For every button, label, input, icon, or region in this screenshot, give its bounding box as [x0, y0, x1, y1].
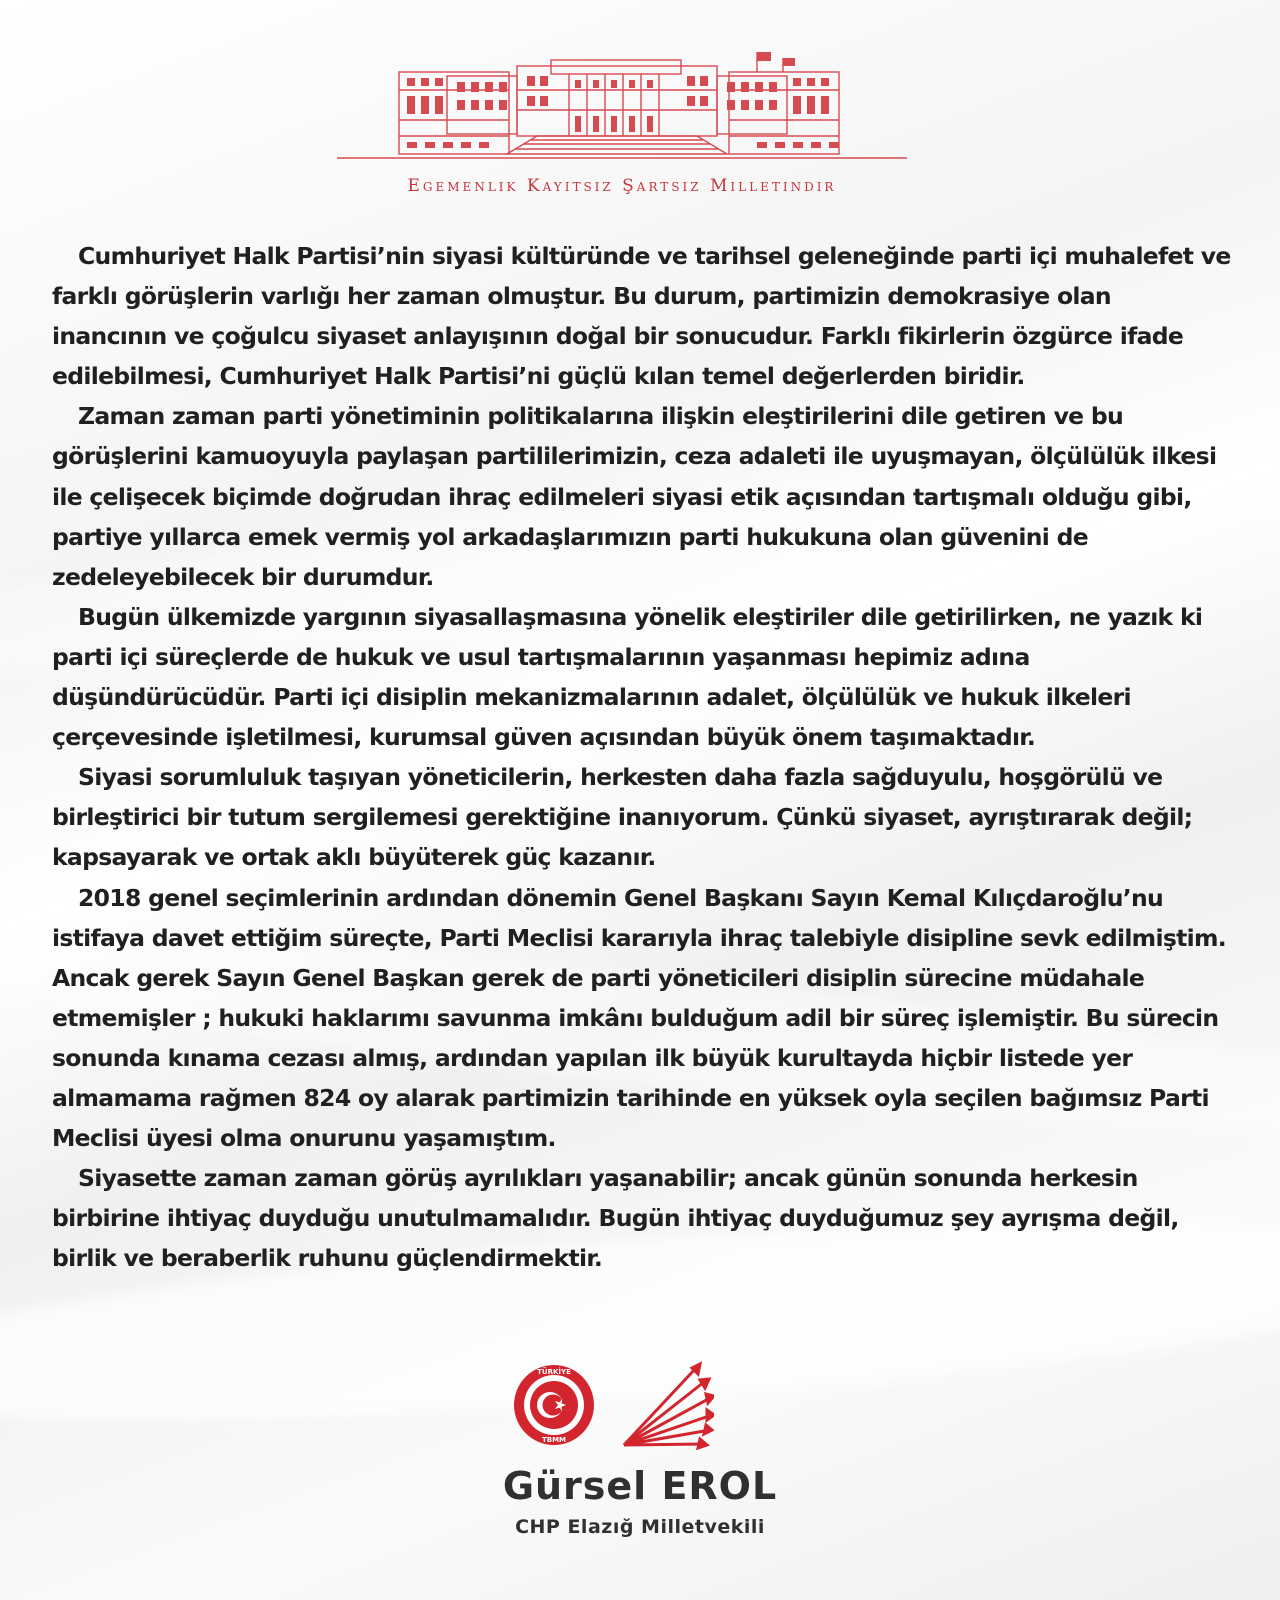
tbmm-seal-icon: [514, 1365, 594, 1445]
paragraph: Cumhuriyet Halk Partisi’nin siyasi kültüründe ve tarihsel geleneğinde parti içi muhalefet ve farklı görüşlerin varlığı her zaman olmuştur. Bu durum, partimizin demokrasiye olan inancının ve çoğulcu siyaset anlayışının doğal bir sonucudur. Farklı fikirlerin özgürce ifade edilebilmesi, Cumhuriyet Halk Partisi’ni güçlü kılan temel değerlerden biridir.: [52, 242, 1231, 391]
paragraph: Zaman zaman parti yönetiminin politikalarına ilişkin eleştirilerini dile getiren ve bu görüşlerini kamuoyuyla paylaşan partililerimizin, ceza adaleti ile uyuşmayan, ölçülülük ilkesi ile çelişecek biçimde doğrudan ihraç edilmeleri siyasi etik açısından tartışmalı olduğu gibi, partiye yıllarca emek vermiş yol arkadaşlarımızın parti hukukuna olan güvenini de zedeleyebilecek bir durumdur.: [52, 402, 1217, 591]
paragraph: Siyasi sorumluluk taşıyan yöneticilerin, herkesten daha fazla sağduyulu, hoşgörülü ve birleştirici bir tutum sergilemesi gerektiğine inanıyorum. Çünkü siyaset, ayrıştırarak değil; kapsayarak ve ortak aklı büyüterek güç kazanır.: [52, 763, 1193, 872]
paragraph: Siyasette zaman zaman görüş ayrılıkları yaşanabilir; ancak günün sonunda herkesin birbirine ihtiyaç duyduğu unutulmamalıdır. Bugün ihtiyaç duyduğumuz şey ayrışma değil, birlik ve beraberlik ruhunu güçlendirmektir.: [52, 1164, 1179, 1273]
paragraph: Bugün ülkemizde yargının siyasallaşmasına yönelik eleştiriler dile getirilirken, ne yazık ki parti içi süreçlerde de hukuk ve usul tartışmalarının yaşanması hepimiz adına düşündürücüdür. Parti içi disiplin mekanizmalarının adalet, ölçülülük ve hukuk ilkeleri çerçevesinde işletilmesi, kurumsal güven açısından büyük önem taşımaktadır.: [52, 602, 1203, 752]
seal-text-top: TÜRKİYE: [537, 1368, 571, 1376]
signature-name: Gürsel EROL: [502, 1464, 778, 1508]
statement-body: [52, 236, 1232, 1278]
parliament-building-icon: [337, 50, 907, 170]
seal-text-bottom: TBMM: [541, 1436, 567, 1444]
chp-six-arrows-icon: [624, 1364, 714, 1448]
motto: Egemenlik Kayıtsız Şartsız Milletindir: [407, 176, 837, 196]
footer-emblems: [514, 1360, 714, 1450]
signature-title: CHP Elazığ Milletvekili: [515, 1516, 765, 1538]
paragraph: 2018 genel seçimlerinin ardından dönemin Genel Başkanı Sayın Kemal Kılıçdaroğlu’nu istifaya davet ettiğim süreçte, Parti Meclisi kararıyla ihraç talebiyle disipline sevk edilmiştim. Ancak gerek Sayın Genel Başkan gerek de parti yöneticileri disiplin sürecine müdahale etmemişler ; hukuki haklarımı savunma imkânı bulduğum adil bir süreç işlemiştir. Bu sürecin sonunda kınama cezası almış, ardından yapılan ilk büyük kurultayda hiçbir listede yer almamama rağmen 824 oy alarak partimizin tarihinde en yüksek oyla seçilen bağımsız Parti Meclisi üyesi olma onurunu yaşamıştım.: [52, 883, 1227, 1153]
